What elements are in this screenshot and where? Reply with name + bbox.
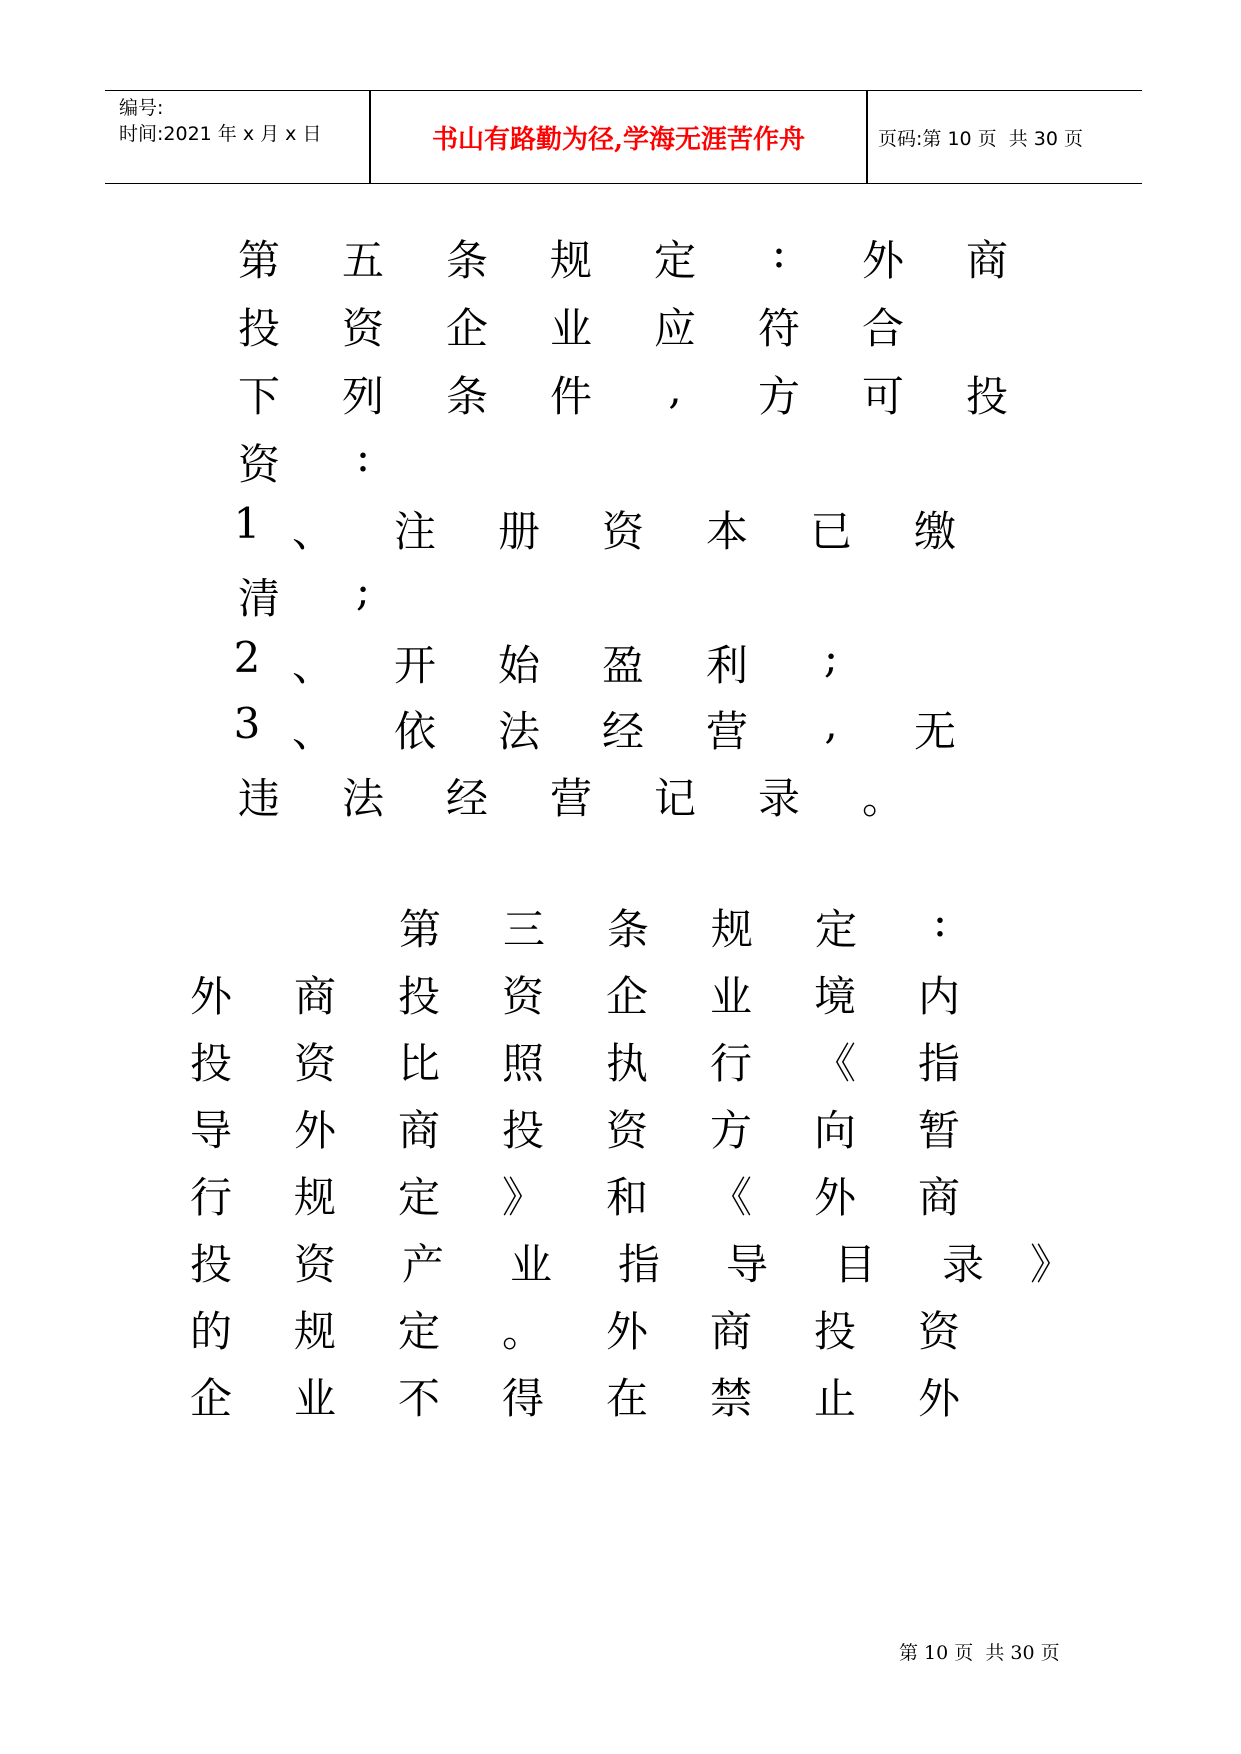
- char: 五: [341, 236, 384, 285]
- char: 。: [501, 1307, 544, 1356]
- char: 投: [965, 372, 1008, 421]
- char: 资: [293, 1240, 336, 1289]
- char: 违: [237, 774, 280, 823]
- char: 2: [233, 633, 261, 682]
- char: 投: [189, 1240, 232, 1289]
- motto: 书山有路勤为径,学海无涯苦作舟: [431, 125, 806, 155]
- char: 投: [501, 1106, 544, 1155]
- text-line: [234, 432, 1034, 488]
- char: 方: [709, 1106, 752, 1155]
- char: 禁: [709, 1374, 752, 1423]
- char: 产: [401, 1240, 444, 1289]
- char: 企: [445, 304, 488, 353]
- time-label: 时间:2021 年 x 月 x 日: [119, 123, 322, 145]
- char: 行: [189, 1173, 232, 1222]
- char: :: [771, 228, 787, 277]
- text-line: [234, 699, 1034, 755]
- char: 清: [237, 574, 280, 623]
- char: 企: [605, 972, 648, 1021]
- char: ;: [355, 566, 371, 615]
- char: 业: [293, 1374, 336, 1423]
- char: 件: [549, 372, 592, 421]
- char: 商: [397, 1106, 440, 1155]
- char: 法: [341, 774, 384, 823]
- char: 执: [605, 1039, 648, 1088]
- header-page-label: 页码:第 10 页 共 30 页: [878, 128, 1083, 150]
- text-line: [186, 1031, 1086, 1087]
- char: 外: [189, 972, 232, 1021]
- header-page-cell: [866, 91, 1142, 183]
- char: 应: [653, 304, 696, 353]
- char: 定: [814, 905, 857, 954]
- text-line: [234, 228, 1034, 284]
- char: 已: [809, 507, 852, 556]
- char: 开: [393, 641, 436, 690]
- char: 3: [233, 699, 261, 748]
- page-footer: 第 10 页 共 30 页: [899, 1642, 1060, 1664]
- char: 条: [445, 372, 488, 421]
- char: 不: [397, 1374, 440, 1423]
- char: 投: [813, 1307, 856, 1356]
- char: 商: [917, 1173, 960, 1222]
- text-line: [186, 1165, 1086, 1221]
- char: 利: [705, 641, 748, 690]
- text-line: [234, 296, 1034, 352]
- char: 法: [497, 707, 540, 756]
- char: 资: [605, 1106, 648, 1155]
- text-line: [186, 964, 1086, 1020]
- char: 定: [397, 1173, 440, 1222]
- char: 录: [757, 774, 800, 823]
- char: 业: [509, 1240, 552, 1289]
- char: 。: [861, 774, 904, 823]
- char: 1: [233, 499, 261, 548]
- char: 外: [605, 1307, 648, 1356]
- char: 营: [549, 774, 592, 823]
- char: 照: [501, 1039, 544, 1088]
- text-line: [234, 633, 1034, 689]
- char: 依: [393, 707, 436, 756]
- text-line: [234, 499, 1034, 555]
- char: 外: [293, 1106, 336, 1155]
- char: 经: [445, 774, 488, 823]
- char: 、: [291, 707, 334, 756]
- text-line: [186, 1098, 1086, 1154]
- char: 、: [291, 507, 334, 556]
- char: 第: [398, 905, 441, 954]
- char: 合: [861, 304, 904, 353]
- text-line: [186, 1366, 1086, 1422]
- char: 和: [605, 1173, 648, 1222]
- char: 符: [757, 304, 800, 353]
- char: 止: [813, 1374, 856, 1423]
- char: 规: [293, 1307, 336, 1356]
- char: 三: [502, 905, 545, 954]
- char: 外: [813, 1173, 856, 1222]
- char: 方: [757, 372, 800, 421]
- char: 条: [445, 236, 488, 285]
- char: 本: [705, 507, 748, 556]
- char: 导: [189, 1106, 232, 1155]
- char: 目: [833, 1240, 876, 1289]
- char: 记: [653, 774, 696, 823]
- char: 规: [710, 905, 753, 954]
- char: 盈: [601, 641, 644, 690]
- char: ,: [668, 364, 682, 413]
- char: 营: [705, 707, 748, 756]
- page-header: [105, 90, 1142, 184]
- char: 资: [501, 972, 544, 1021]
- char: 条: [606, 905, 649, 954]
- char: :: [932, 897, 948, 946]
- char: 经: [601, 707, 644, 756]
- char: 行: [709, 1039, 752, 1088]
- text-line: [186, 1232, 1086, 1288]
- char: 内: [917, 972, 960, 1021]
- char: 无: [913, 707, 956, 756]
- char: 录: [941, 1240, 984, 1289]
- char: 商: [965, 236, 1008, 285]
- char: 规: [549, 236, 592, 285]
- char: 商: [293, 972, 336, 1021]
- char: 指: [617, 1240, 660, 1289]
- char: 资: [601, 507, 644, 556]
- char: 业: [549, 304, 592, 353]
- char: 商: [709, 1307, 752, 1356]
- char: 企: [189, 1374, 232, 1423]
- char: 《: [813, 1039, 856, 1088]
- char: 下: [237, 372, 280, 421]
- char: ,: [824, 699, 838, 748]
- char: 得: [501, 1374, 544, 1423]
- char: 列: [341, 372, 384, 421]
- char: 可: [861, 372, 904, 421]
- text-line: [234, 766, 1034, 822]
- char: 定: [653, 236, 696, 285]
- text-line: [186, 1299, 1086, 1355]
- text-line: [234, 566, 1034, 622]
- char: 外: [917, 1374, 960, 1423]
- header-motto-cell: [369, 91, 868, 183]
- number-label: 编号:: [119, 97, 164, 119]
- char: 境: [813, 972, 856, 1021]
- char: 始: [497, 641, 540, 690]
- char: 资: [293, 1039, 336, 1088]
- char: 规: [293, 1173, 336, 1222]
- char: 向: [813, 1106, 856, 1155]
- char: 资: [917, 1307, 960, 1356]
- char: 》: [1029, 1240, 1072, 1289]
- char: :: [355, 432, 371, 481]
- char: 定: [397, 1307, 440, 1356]
- char: 投: [397, 972, 440, 1021]
- char: 导: [725, 1240, 768, 1289]
- char: 《: [709, 1173, 752, 1222]
- char: 第: [237, 236, 280, 285]
- char: 》: [501, 1173, 544, 1222]
- char: 业: [709, 972, 752, 1021]
- text-line: [234, 364, 1034, 420]
- char: 在: [605, 1374, 648, 1423]
- section-title: [395, 897, 995, 953]
- char: 投: [237, 304, 280, 353]
- char: 的: [189, 1307, 232, 1356]
- char: 暂: [917, 1106, 960, 1155]
- char: 比: [397, 1039, 440, 1088]
- char: 投: [189, 1039, 232, 1088]
- char: ;: [823, 633, 839, 682]
- char: 指: [917, 1039, 960, 1088]
- char: 册: [497, 507, 540, 556]
- char: 缴: [913, 507, 956, 556]
- char: 资: [341, 304, 384, 353]
- char: 外: [861, 236, 904, 285]
- char: 、: [291, 641, 334, 690]
- header-meta: [105, 91, 369, 183]
- char: 资: [237, 440, 280, 489]
- char: 注: [393, 507, 436, 556]
